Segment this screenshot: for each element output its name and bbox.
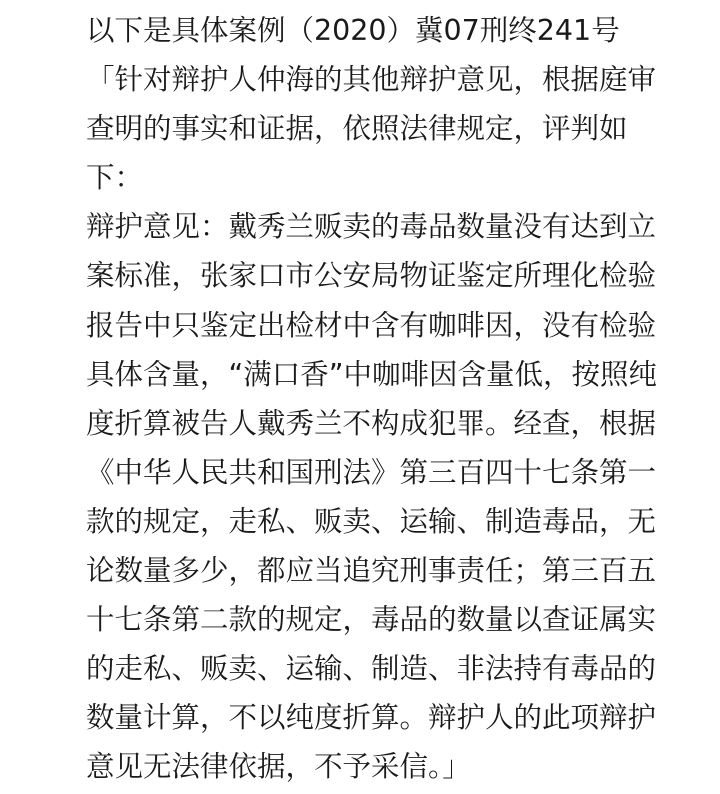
text-line: 下： [86,161,144,195]
document-text [86,6,706,792]
case-number-line: 以下是具体案例（2020）冀07刑终241号 [86,14,620,47]
text-line: 度折算被告人戴秀兰不构成犯罪。经查，根据 [86,406,657,440]
text-line: 「针对辩护人仲海的其他辩护意见，根据庭审 [86,63,657,97]
text-line: 款的规定，走私、贩卖、运输、制造毒品，无 [86,504,657,538]
text-line: 意见无法律依据，不予采信。」 [86,750,471,784]
text-line: 的走私、贩卖、运输、制造、非法持有毒品的 [86,652,657,686]
text-line: 报告中只鉴定出检材中含有咖啡因，没有检验 [86,308,657,342]
text-line: 《中华人民共和国刑法》第三百四十七条第一 [86,455,657,489]
text-line: 数量计算，不以纯度折算。辩护人的此项辩护 [86,701,657,735]
text-line: 案标准，张家口市公安局物证鉴定所理化检验 [86,259,657,293]
text-line: 十七条第二款的规定，毒品的数量以查证属实 [86,603,657,637]
text-line: 辩护意见：戴秀兰贩卖的毒品数量没有达到立 [86,210,657,244]
text-line: 论数量多少，都应当追究刑事责任；第三百五 [86,554,657,588]
text-line: 查明的事实和证据，依照法律规定，评判如 [86,112,628,146]
text-line: 具体含量，“满口香”中咖啡因含量低，按照纯 [86,357,658,391]
